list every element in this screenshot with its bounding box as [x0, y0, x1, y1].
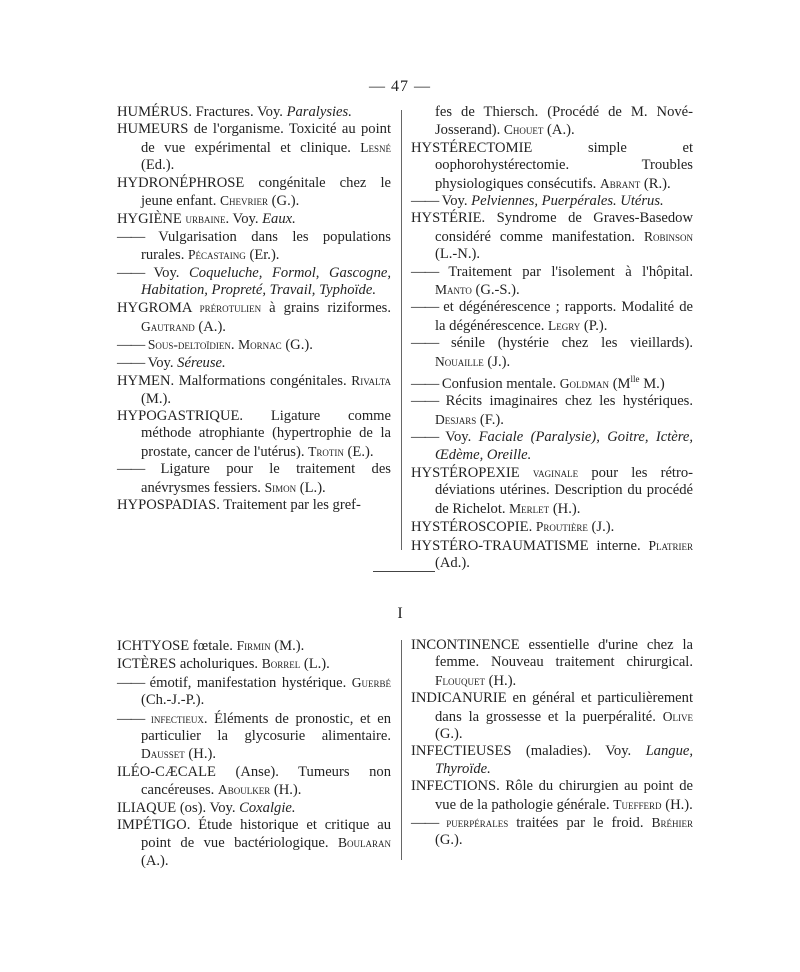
entry: ICTÈRES acholuriques. Borrel (L.). [117, 656, 330, 673]
bottom-left-column [117, 637, 391, 870]
entry: INCONTINENCE essentielle d'urine chez la femme. Nouveau traitement chirurgical. Flouquet (H.). [411, 637, 693, 689]
entry: —— infectieux. Éléments de pronostic, et en particulier la glycosurie alimentaire. Dausset (H.). [117, 710, 391, 763]
column-divider [401, 640, 402, 860]
entry: HYSTÉRECTOMIE simple et oophorohystérectomie. Troubles physiologiques consécutifs. Abrant (R.). [411, 139, 693, 192]
entry: ICHTYOSE fœtale. Firmin (M.). [117, 638, 305, 654]
entry: HYPOSPADIAS. Traitement par les gref- [117, 496, 361, 513]
entry: HYMEN. Malformations congénitales. Rivalta (M.). [117, 373, 391, 407]
entry: —— Vulgarisation dans les populations rurales. Pécastaing (Er.). [117, 228, 391, 264]
entry: —— et dégénérescence ; rapports. Modalité de la dégénérescence. Legry (P.). [411, 299, 693, 334]
entry: fes de Thiersch. (Procédé de M. Nové-Josserand). Chouet (A.). [435, 104, 693, 139]
column-divider [401, 110, 402, 550]
entry: —— Voy. Pelviennes, Puerpérales. Utérus. [411, 193, 664, 210]
entry: —— Voy. Faciale (Paralysie), Goitre, Ictère, Œdème, Oreille. [411, 429, 693, 463]
section-letter: I [397, 605, 403, 622]
page-number: — 47 — [369, 78, 431, 95]
entry: INFECTIEUSES (maladies). Voy. Langue, Thyroïde. [411, 743, 693, 777]
entry: INDICANURIE en général et particulièrement dans la grossesse et la puerpéralité. Olive (G.). [411, 690, 693, 743]
entry: —— Voy. Séreuse. [117, 354, 226, 371]
entry: HUMÉRUS. Fractures. Voy. Paralysies. [117, 104, 352, 120]
entry: —— Ligature pour le traitement des anévrysmes fessiers. Simon (L.). [117, 461, 391, 496]
entry: HYDRONÉPHROSE congénitale chez le jeune enfant. Chevrier (G.). [117, 174, 391, 210]
entry: IMPÉTIGO. Étude historique et critique au point de vue bactériologique. Boularan (A.). [117, 817, 391, 869]
entry: HYSTÉRO-TRAUMATISME interne. Platrier (Ad.). [411, 537, 693, 572]
bottom-right-column [411, 637, 693, 850]
entry: HYGROMA prérotulien à grains riziformes. Gautrand (A.). [117, 300, 391, 335]
entry: HYGIÈNE urbaine. Voy. Eaux. [117, 211, 296, 228]
top-right-column [411, 104, 693, 572]
entry: HYSTÉROPEXIE vaginale pour les rétro-déviations utérines. Description du procédé de Richelot. Merlet (H.). [411, 464, 693, 517]
entry: —— Traitement par l'isolement à l'hôpital. Manto (G.-S.). [411, 263, 693, 299]
entry: INFECTIONS. Rôle du chirurgien au point de vue de la pathologie générale. Tuefferd (H.). [411, 778, 693, 813]
entry: —— Voy. Coqueluche, Formol, Gascogne, Habitation, Propreté, Travail, Typhoïde. [117, 264, 392, 299]
entry: —— Sous-deltoïdien. Mornac (G.). [117, 337, 313, 354]
entry: —— émotif, manifestation hystérique. Guerbé (Ch.-J.-P.). [117, 674, 391, 709]
top-left-column [117, 104, 391, 514]
entry: HUMEURS de l'organisme. Toxicité au point de vue expérimental et clinique. Lesné (Ed.). [117, 121, 391, 174]
entry: —— sénile (hystérie chez les vieillards). Nouaille (J.). [411, 335, 693, 370]
entry: —— Récits imaginaires chez les hystériques. Desjars (F.). [411, 393, 693, 428]
entry: ILIAQUE (os). Voy. Coxalgie. [117, 799, 296, 816]
entry: HYPOGASTRIQUE. Ligature comme méthode atrophiante (hypertrophie de la prostate, cancer de l'utérus). Trotin (E.). [117, 407, 391, 460]
entry: HYSTÉRIE. Syndrome de Graves-Basedow considéré comme manifestation. Robinson (L.-N.). [411, 210, 693, 263]
entry: ILÉO-CÆCALE (Anse). Tumeurs non cancéreuses. Aboulker (H.). [117, 763, 391, 799]
entry: HYSTÉROSCOPIE. Proutière (J.). [411, 519, 615, 536]
entry: —— puerpérales traitées par le froid. Bréhier (G.). [411, 815, 693, 849]
entry: —— Confusion mentale. Goldman ($M^{lle}$ M.) [411, 374, 665, 392]
section-rule [373, 571, 435, 572]
